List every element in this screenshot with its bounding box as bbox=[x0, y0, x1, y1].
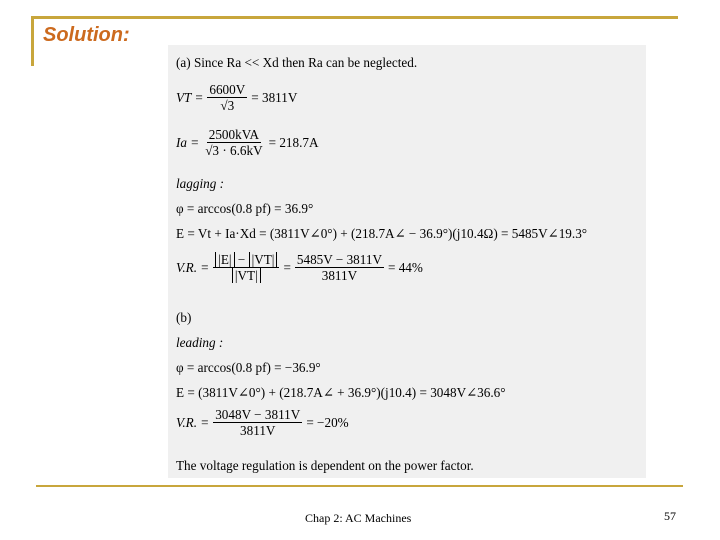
ia-numerator: 2500kVA bbox=[208, 127, 260, 142]
footer-divider bbox=[36, 485, 683, 487]
footer-text: Chap 2: AC Machines bbox=[305, 511, 412, 525]
abs-e: |E| bbox=[215, 252, 234, 267]
vr-lagging-lhs: V.R. = bbox=[176, 260, 210, 276]
lagging-label: lagging : bbox=[176, 176, 224, 191]
ia-equation bbox=[176, 128, 319, 157]
ia-rhs: = 218.7A bbox=[268, 135, 319, 151]
vt-denominator: √3 bbox=[220, 98, 235, 114]
vr-lagging-result: = 44% bbox=[387, 260, 423, 276]
vr-lagging-eq: = bbox=[283, 260, 291, 276]
vt-lhs: VT = bbox=[176, 90, 204, 106]
vr-lagging-symbolic-fraction bbox=[213, 253, 279, 282]
phi-leading: φ = arccos(0.8 pf) = −36.9° bbox=[176, 360, 321, 375]
part-a-label: (a) bbox=[176, 55, 191, 70]
page-number: 57 bbox=[664, 509, 676, 523]
conclusion: The voltage regulation is dependent on the power factor. bbox=[176, 458, 474, 473]
part-a-intro: Since Ra << Xd then Ra can be neglected. bbox=[193, 55, 418, 70]
leading-label: leading : bbox=[176, 335, 224, 350]
phi-lagging: φ = arccos(0.8 pf) = 36.9° bbox=[176, 201, 314, 216]
vt-fraction bbox=[207, 83, 247, 112]
vr-lagging-denominator: 3811V bbox=[321, 268, 358, 284]
vr-lagging-numerator: 5485V − 3811V bbox=[296, 252, 382, 267]
e-lagging: E = Vt + Ia·Xd = (3811V∠0°) + (218.7A∠ − 36.9°)(j10.4Ω) = 5485V∠19.3° bbox=[176, 226, 588, 241]
vr-lagging-numeric-fraction bbox=[295, 253, 384, 282]
ia-denominator: √3 · 6.6kV bbox=[205, 143, 263, 159]
part-b-label: (b) bbox=[176, 310, 192, 325]
vr-symbolic-numerator bbox=[213, 253, 279, 268]
vr-leading-fraction bbox=[213, 408, 302, 437]
vr-leading-numerator: 3048V − 3811V bbox=[215, 407, 301, 422]
frame-top-border bbox=[31, 16, 678, 19]
ia-fraction bbox=[203, 128, 264, 157]
slide-title: Solution: bbox=[43, 24, 130, 46]
vt-numerator: 6600V bbox=[209, 82, 246, 97]
vt-rhs: = 3811V bbox=[251, 90, 298, 106]
part-a-intro-row bbox=[176, 56, 417, 69]
e-leading: E = (3811V∠0°) + (218.7A∠ + 36.9°)(j10.4) = 3048V∠36.6° bbox=[176, 385, 506, 400]
frame-left-border bbox=[31, 16, 34, 66]
vt-equation bbox=[176, 83, 297, 112]
abs-vt: |VT| bbox=[249, 252, 278, 267]
vr-leading-equation bbox=[176, 408, 349, 437]
abs-vt-den: |VT| bbox=[232, 268, 261, 283]
vr-leading-result: = −20% bbox=[306, 415, 349, 431]
vr-leading-denominator: 3811V bbox=[240, 423, 276, 439]
minus: − bbox=[234, 252, 249, 267]
vr-leading-lhs: V.R. = bbox=[176, 415, 210, 431]
ia-lhs: Ia = bbox=[176, 135, 200, 151]
vr-lagging-equation bbox=[176, 253, 423, 282]
vr-symbolic-denominator bbox=[230, 268, 263, 282]
